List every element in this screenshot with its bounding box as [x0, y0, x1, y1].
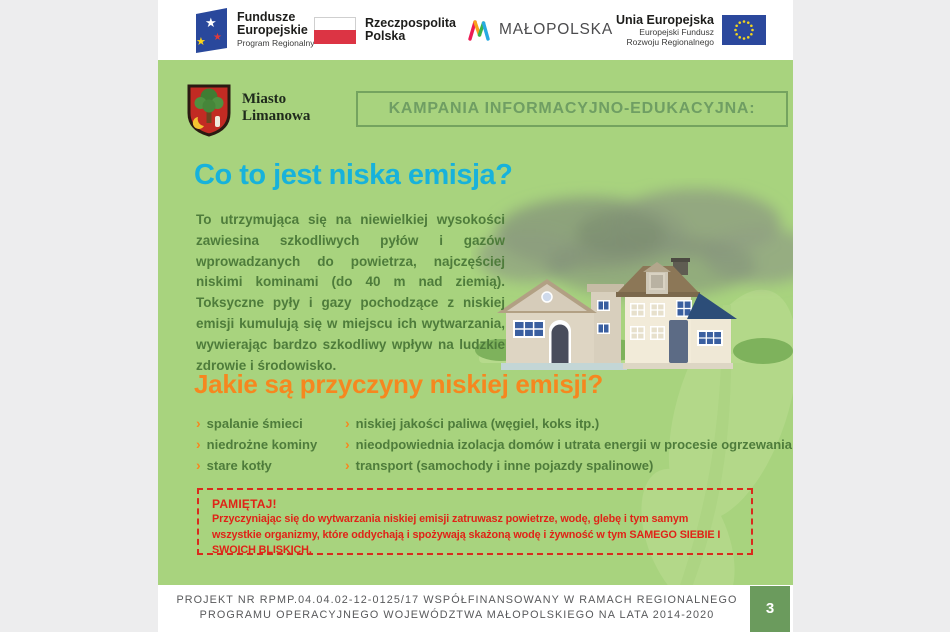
project-funding-note [158, 593, 756, 623]
unia-europejska-logo [616, 0, 766, 60]
list-item [345, 413, 792, 434]
chevron-bullet-icon: › [345, 415, 350, 431]
cause-label: stare kotły [206, 458, 272, 473]
causes-column-2 [345, 413, 792, 476]
cause-label: transport (samochody i inne pojazdy spalinowe) [355, 458, 654, 473]
pl-logo-line2: Polska [365, 29, 406, 43]
flyer-page [158, 0, 793, 632]
causes-column-1 [196, 413, 317, 476]
svg-text:★: ★ [205, 16, 217, 31]
chevron-bullet-icon: › [345, 457, 350, 473]
intro-paragraph: To utrzymująca się na niewielkiej wysokości zawiesina szkodliwych pyłów i gazów wprowadzanych do powietrza, najczęściej niskimi kominami (do 40 m nad ziemią). Toksyczne pyły i gazy pochodzące z niskiej emisji kumulują się w miejscu ich wytwarzania, wywierając bardzo szkodliwy wpływ na ludzkie zdrowie i środowisko. [196, 212, 505, 373]
rzeczpospolita-polska-logo [314, 0, 456, 60]
footer [158, 585, 793, 632]
fundusze-europejskie-flag-icon [192, 7, 230, 53]
project-note-line1: PROJEKT NR RPMP.04.04.02-12-0125/17 WSPÓŁFINANSOWANY W RAMACH REGIONALNEGO [176, 594, 738, 606]
chevron-bullet-icon: › [345, 436, 350, 452]
eu-logo-line2: Europejski Fundusz [639, 26, 714, 37]
eu-logo-line3: Rozwoju Regionalnego [626, 37, 714, 47]
chevron-bullet-icon: › [196, 415, 201, 431]
cause-label: nieodpowiednia izolacja domów i utrata energii w procesie ogrzewania [355, 437, 792, 452]
project-note-line2: PROGRAMU OPERACYJNEGO WOJEWÓDZTWA MAŁOPOLSKIEGO NA LATA 2014-2020 [199, 609, 715, 621]
page-title: Co to jest niska emisja? [194, 159, 513, 191]
cause-label: spalanie śmieci [206, 416, 303, 431]
fe-logo-line3: Program Regionalny [237, 38, 315, 48]
chevron-bullet-icon: › [196, 436, 201, 452]
list-item [196, 413, 317, 434]
poster-body [158, 60, 793, 585]
reminder-text: Przyczyniając się do wytwarzania niskiej emisji zatruwasz powietrze, wodę, glebę i tym samym wszystkie organizmy, które oddychają i spożywają skażoną wodę i żywność w tym SAMEGO SIEBIE I SWOICH BLISKICH. [212, 513, 721, 556]
eu-flag-icon [722, 15, 766, 45]
eu-funding-logo-band [158, 0, 793, 60]
fundusze-europejskie-logo [192, 0, 314, 60]
list-item [345, 434, 792, 455]
chevron-bullet-icon: › [196, 457, 201, 473]
campaign-banner: KAMPANIA INFORMACYJNO-EDUKACYJNA: [356, 91, 788, 127]
eu-logo-line1: Unia Europejska [616, 12, 714, 27]
causes-heading: Jakie są przyczyny niskiej emisji? [194, 369, 603, 399]
city-name-line1: Miasto [242, 91, 287, 107]
svg-text:★: ★ [196, 35, 206, 48]
fe-logo-line2: Europejskie [237, 23, 308, 37]
cause-label: niedrożne kominy [206, 437, 318, 452]
cause-label: niskiej jakości paliwa (węgiel, koks itp.) [355, 416, 600, 431]
list-item [196, 434, 317, 455]
reminder-title: PAMIĘTAJ! [212, 497, 277, 511]
malopolska-m-icon [466, 18, 492, 42]
city-name [242, 91, 310, 125]
reminder-box [197, 488, 753, 555]
malopolska-logo [466, 0, 613, 60]
limanowa-crest-icon [186, 83, 232, 138]
svg-text:★: ★ [213, 32, 222, 43]
malopolska-wordmark: MAŁOPOLSKA [499, 21, 613, 38]
page-number-badge: 3 [750, 586, 790, 632]
pl-logo-line1: Rzeczpospolita [365, 16, 456, 30]
fe-logo-line1: Fundusze [237, 10, 296, 24]
left-house-icon [497, 279, 627, 370]
city-name-line2: Limanowa [242, 108, 311, 124]
polish-flag-icon [314, 17, 356, 44]
list-item [196, 455, 317, 476]
houses-smog-illustration [471, 178, 793, 380]
list-item [345, 455, 792, 476]
